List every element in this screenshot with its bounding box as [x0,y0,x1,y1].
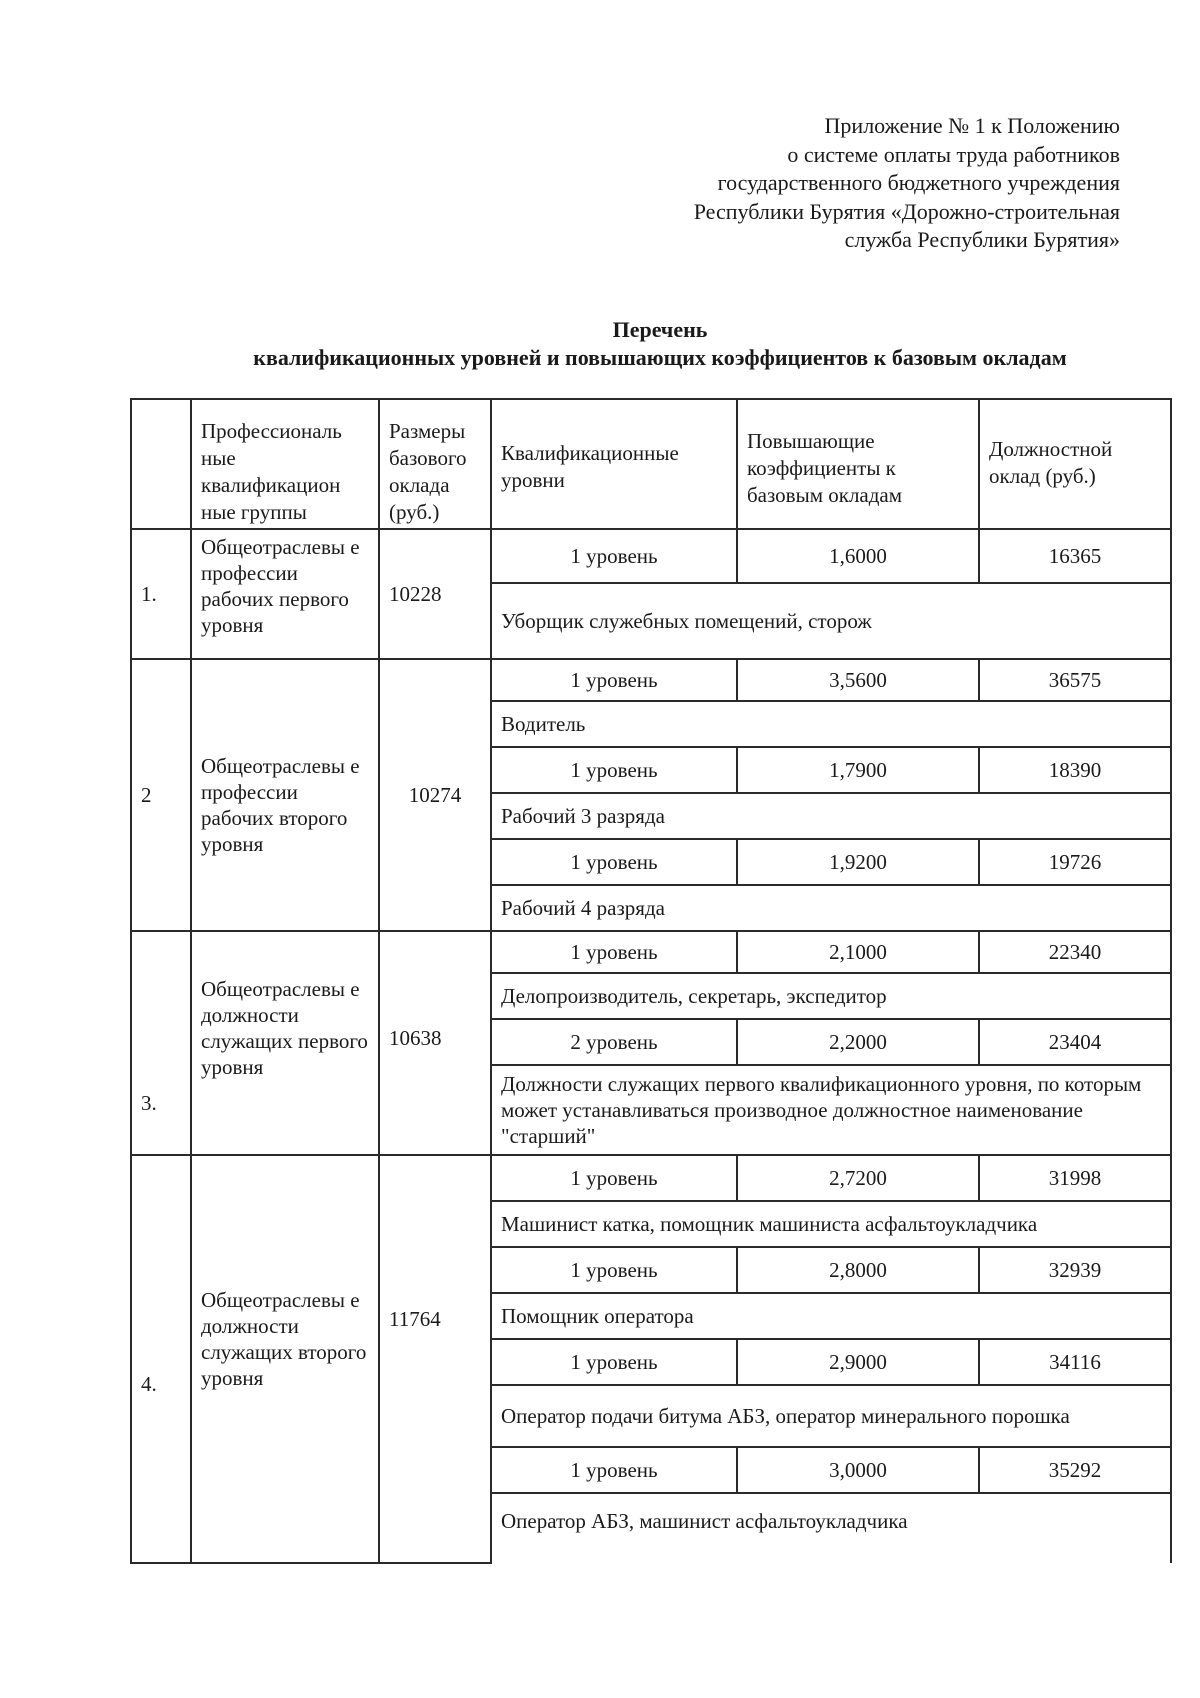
level-cell: 1 уровень [491,1447,737,1493]
coefficient-cell: 3,5600 [737,659,979,701]
salary-cell: 34116 [979,1339,1171,1385]
positions-cell: Машинист катка, помощник машиниста асфальтоукладчика [491,1201,1171,1247]
group-number: 3. [131,931,191,1155]
group-name: Общеотраслевы е должности служащих второго уровня [191,1155,379,1563]
table-row [131,529,1171,583]
coefficient-cell: 1,7900 [737,747,979,793]
appendix-note-line: о системе оплаты труда работников [787,141,1120,167]
level-cell: 1 уровень [491,747,737,793]
appendix-note-line: государственного бюджетного учреждения [717,170,1120,195]
positions-cell: Водитель [491,701,1171,747]
group-number: 2 [131,659,191,931]
group-number: 4. [131,1155,191,1563]
coefficient-cell: 2,9000 [737,1339,979,1385]
salary-cell: 36575 [979,659,1171,701]
appendix-note [560,112,1120,255]
coefficient-cell: 3,0000 [737,1447,979,1493]
group-name: Общеотраслевы е профессии рабочих первого уровня [191,529,379,659]
salary-cell: 23404 [979,1019,1171,1065]
group-base-salary: 10638 [379,931,491,1155]
appendix-note-line: Республики Бурятия «Дорожно-строительная [693,198,1120,224]
appendix-note-line: служба Республики Бурятия» [844,227,1120,252]
positions-cell: Оператор АБЗ, машинист асфальтоукладчика [491,1493,1171,1563]
level-cell: 1 уровень [491,839,737,885]
group-name: Общеотраслевы е должности служащих первого уровня [191,931,379,1155]
header-coefficient: Повышающие коэффициенты к базовым окладам [737,399,979,529]
coefficient-cell: 2,1000 [737,931,979,973]
salary-cell: 31998 [979,1155,1171,1201]
salary-cell: 16365 [979,529,1171,583]
table-header-row [131,399,1171,529]
salary-cell: 18390 [979,747,1171,793]
title-line-2: квалификационных уровней и повышающих коэффициентов к базовым окладам [253,345,1067,370]
salary-cell: 35292 [979,1447,1171,1493]
group-name: Общеотраслевы е профессии рабочих второго уровня [191,659,379,931]
table-row [131,659,1171,701]
positions-cell: Рабочий 4 разряда [491,885,1171,931]
table-row [131,1155,1171,1201]
level-cell: 1 уровень [491,1247,737,1293]
coefficient-cell: 1,9200 [737,839,979,885]
level-cell: 1 уровень [491,1339,737,1385]
table-row [131,931,1171,973]
level-cell: 1 уровень [491,931,737,973]
positions-cell: Уборщик служебных помещений, сторож [491,583,1171,659]
document-title [140,316,1180,372]
positions-cell: Оператор подачи битума АБЗ, оператор минерального порошка [491,1385,1171,1447]
positions-cell: Помощник оператора [491,1293,1171,1339]
level-cell: 1 уровень [491,529,737,583]
salary-cell: 19726 [979,839,1171,885]
level-cell: 1 уровень [491,659,737,701]
title-line-1: Перечень [612,317,708,342]
coefficient-cell: 2,8000 [737,1247,979,1293]
header-base-salary: Размеры базового оклада (руб.) [379,399,491,529]
coefficient-cell: 2,2000 [737,1019,979,1065]
group-base-salary: 10274 [379,659,491,931]
header-position-salary: Должностной оклад (руб.) [979,399,1171,529]
positions-cell: Делопроизводитель, секретарь, экспедитор [491,973,1171,1019]
coefficient-cell: 1,6000 [737,529,979,583]
group-number: 1. [131,529,191,659]
salary-cell: 22340 [979,931,1171,973]
appendix-note-line: Приложение № 1 к Положению [824,113,1120,138]
header-num [131,399,191,529]
header-level: Квалификационные уровни [491,399,737,529]
coefficient-cell: 2,7200 [737,1155,979,1201]
positions-cell: Рабочий 3 разряда [491,793,1171,839]
level-cell: 1 уровень [491,1155,737,1201]
salary-cell: 32939 [979,1247,1171,1293]
positions-cell: Должности служащих первого квалификационного уровня, по которым может устанавливаться производное должностное наименование "старший" [491,1065,1171,1155]
group-base-salary: 10228 [379,529,491,659]
group-base-salary: 11764 [379,1155,491,1563]
header-group: Профессиональ ные квалификацион ные группы [191,399,379,529]
level-cell: 2 уровень [491,1019,737,1065]
qualification-table [130,398,1172,1564]
